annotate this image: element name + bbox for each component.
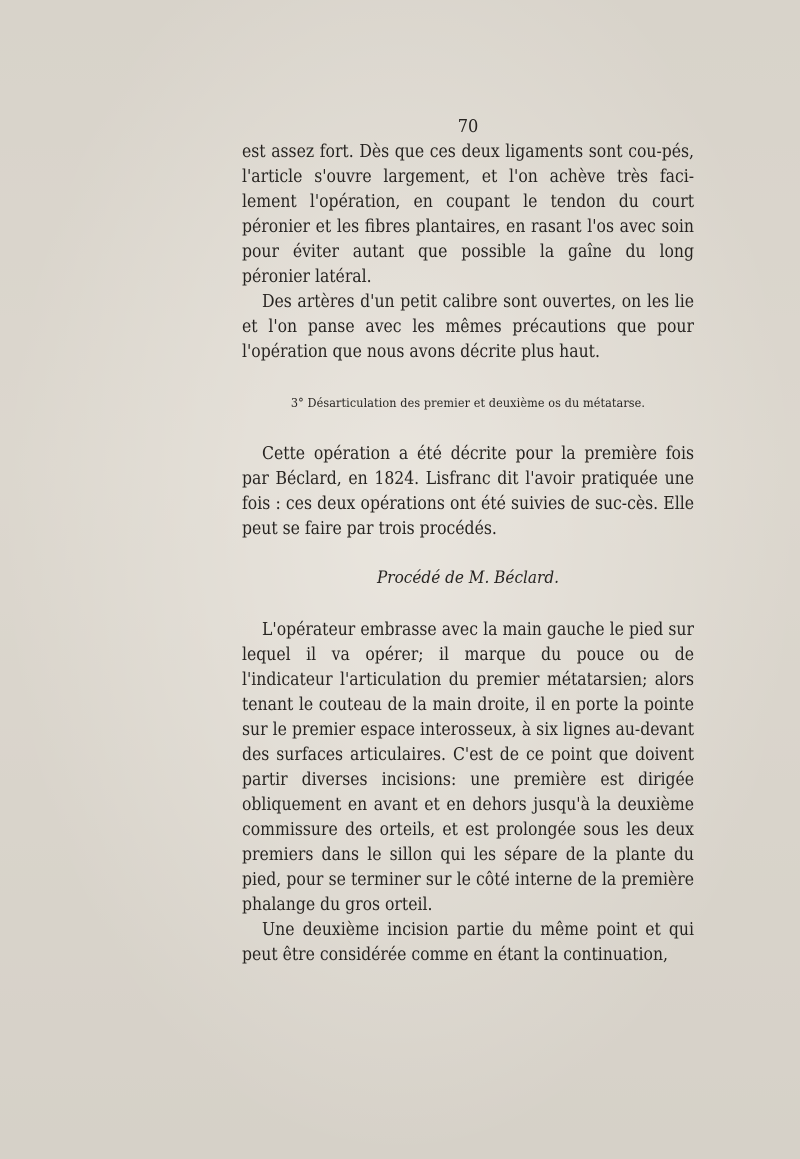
section-title: 3° Désarticulation des premier et deuxième os du métatarse. — [290, 395, 646, 410]
paragraph-second-incision: Une deuxième incision partie du même point et qui peut être considérée comme en étant la continuation, — [242, 920, 694, 965]
page-number: 70 — [457, 116, 479, 137]
procedure-title: Procédé de M. Béclard. — [377, 568, 559, 588]
paragraph-continuation: est assez fort. Dès que ces deux ligaments sont cou-pés, l'article s'ouvre largement, et l'on achève très faci-lement l'opération, en coupant le tendon du court péronier et les fibres plantaires, en rasant l'os avec soin pour éviter autant que possible la gaîne du long péronier latéral. — [242, 142, 694, 287]
paragraph-arteries: Des artères d'un petit calibre sont ouvertes, on les lie et l'on panse avec les mêmes précautions que pour l'opération que nous avons décrite plus haut. — [242, 292, 694, 362]
text-column — [242, 114, 694, 968]
paragraph-procedure: L'opérateur embrasse avec la main gauche le pied sur lequel il va opérer; il marque du pouce ou de l'indicateur l'articulation du premier métatarsien; alors tenant le couteau de la main droite, il en porte la pointe sur le premier espace interosseux, à six lignes au-devant des surfaces articulaires. C'est de ce point que doivent partir diverses incisions: une première est dirigée obliquement en avant et en dehors jusqu'à la deuxième commissure des orteils, et est prolongée sous les deux premiers dans le sillon qui les sépare de la plante du pied, pour se terminer sur le côté interne de la première phalange du gros orteil. — [242, 620, 694, 915]
paragraph-operation-history: Cette opération a été décrite pour la première fois par Béclard, en 1824. Lisfranc dit l'avoir pratiquée une fois : ces deux opérations ont été suivies de suc-cès. Elle peut se faire par trois procédés. — [242, 444, 694, 539]
